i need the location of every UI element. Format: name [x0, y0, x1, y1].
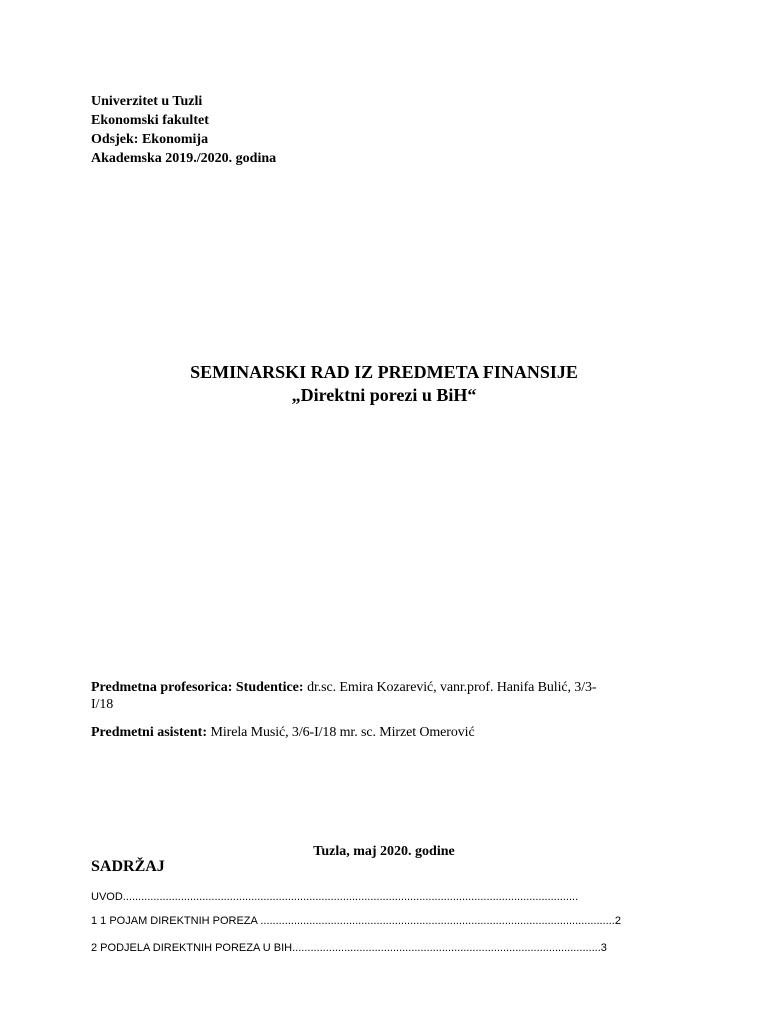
professor-students-value: dr.sc. Emira Kozarević, vanr.prof. Hanifa Bulić, 3/3- — [307, 680, 597, 695]
toc-entry-leader: .................................................................................................................... — [260, 915, 615, 927]
department-name: Odsjek: Ekonomija — [91, 132, 209, 147]
toc-entry-leader: ..................................................................................................... — [292, 942, 601, 954]
university-name: Univerzitet u Tuzli — [91, 94, 203, 109]
assistant-block — [91, 724, 661, 741]
place-date: Tuzla, maj 2020. godine — [313, 844, 455, 859]
toc-heading: SADRŽAJ — [91, 858, 165, 875]
faculty-name: Ekonomski fakultet — [91, 113, 209, 128]
professor-students-value-continued: I/18 — [91, 697, 114, 712]
toc-entry-leader: ..................................................................................................................................................... — [122, 891, 579, 903]
assistant-label: Predmetni asistent: — [91, 725, 207, 740]
toc-entry-page: 3 — [600, 942, 607, 954]
document-subtitle: „Direktni porezi u BiH“ — [291, 385, 477, 405]
toc-entry[interactable] — [91, 890, 681, 904]
document-title: SEMINARSKI RAD IZ PREDMETA FINANSIJE — [190, 362, 578, 382]
toc-entry-label: 2 PODJELA DIREKTNIH POREZA U BIH — [91, 942, 293, 954]
academic-year: Akademska 2019./2020. godina — [91, 151, 277, 166]
toc-entry[interactable] — [91, 941, 681, 955]
institution-header — [91, 92, 276, 168]
toc-entry-label: UVOD — [91, 891, 123, 903]
students-label: Studentice: — [235, 680, 304, 695]
toc-entry-page: 2 — [614, 915, 621, 927]
assistant-value: Mirela Musić, 3/6-I/18 mr. sc. Mirzet Omerović — [210, 725, 475, 740]
professor-students-block — [91, 679, 661, 713]
toc-entry-label: 1 1 POJAM DIREKTNIH POREZA — [91, 915, 261, 927]
toc-entry[interactable] — [91, 914, 681, 928]
professor-label: Predmetna profesorica: — [91, 680, 233, 695]
